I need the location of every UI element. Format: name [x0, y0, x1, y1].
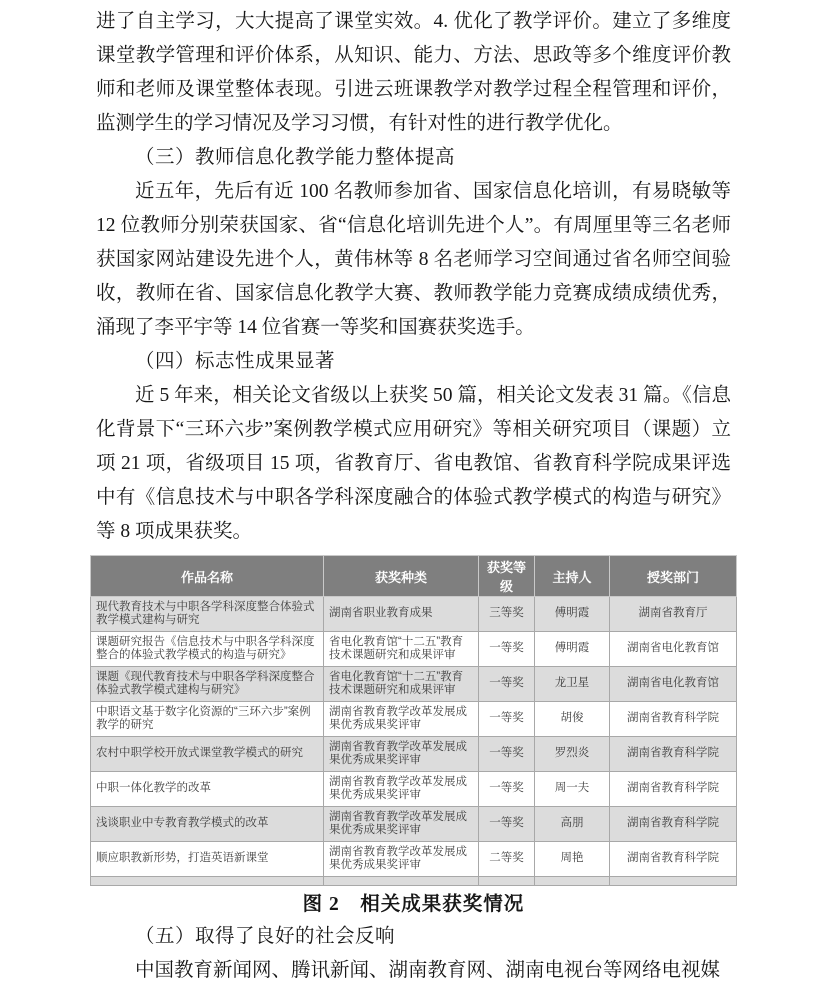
table-row: [91, 667, 737, 702]
cell-award-level: 一等奖: [479, 737, 535, 772]
table-row: [91, 702, 737, 737]
cell-award-type: 湖南省教育教学改革发展成果优秀成果奖评审: [324, 737, 479, 772]
awards-table: [90, 555, 737, 886]
cell-award-level: 一等奖: [479, 702, 535, 737]
cell-awarding-dept: 湖南省教育厅: [610, 597, 737, 632]
cell-award-type: 湖南省职业教育成果: [324, 597, 479, 632]
cell-host: 周一夫: [535, 772, 610, 807]
cell-host: 罗烈炎: [535, 737, 610, 772]
cell-work-title: 中职一体化教学的改革: [91, 772, 324, 807]
cell-awarding-dept: 湖南省教育科学院: [610, 772, 737, 807]
paragraph-teacher-ability: 近五年，先后有近 100 名教师参加省、国家信息化培训，有易晓敏等 12 位教师分别荣获国家、省“信息化培训先进个人”。有周厘里等三名老师获国家网站建设先进个人，黄伟林等 8 名老师学习空间通过省名师空间验收，教师在省、国家信息化教学大赛、教师教学能力竞赛成绩成绩优秀，涌现了李平宇等 14 位省赛一等奖和国赛获奖选手。: [96, 181, 731, 338]
cell-host: 胡俊: [535, 702, 610, 737]
table-row: [91, 737, 737, 772]
table-row: [91, 597, 737, 632]
awards-table-wrapper: [90, 555, 731, 886]
empty-cell: [91, 877, 324, 886]
cell-work-title: 课题研究报告《信息技术与中职各学科深度整合的体验式教学模式的构造与研究》: [91, 632, 324, 667]
cell-award-level: 三等奖: [479, 597, 535, 632]
empty-cell: [610, 877, 737, 886]
cell-award-level: 二等奖: [479, 842, 535, 877]
column-header-host: 主持人: [535, 556, 610, 597]
table-row: [91, 632, 737, 667]
cell-awarding-dept: 湖南省电化教育馆: [610, 632, 737, 667]
figure-caption: 图 2 相关成果获奖情况: [302, 894, 525, 915]
cell-awarding-dept: 湖南省教育科学院: [610, 842, 737, 877]
paragraph-continuation: 进了自主学习，大大提高了课堂实效。4. 优化了教学评价。建立了多维度课堂教学管理和评价体系，从知识、能力、方法、思政等多个维度评价教师和老师及课堂整体表现。引进云班课教学对教学过程全程管理和评价，监测学生的学习情况及学习习惯，有针对性的进行教学优化。: [96, 11, 731, 134]
cell-work-title: 顺应职教新形势，打造英语新课堂: [91, 842, 324, 877]
cell-host: 高朋: [535, 807, 610, 842]
cell-awarding-dept: 湖南省教育科学院: [610, 702, 737, 737]
cell-award-level: 一等奖: [479, 807, 535, 842]
cell-work-title: 课题《现代教育技术与中职各学科深度整合体验式教学模式建构与研究》: [91, 667, 324, 702]
cell-work-title: 中职语文基于数字化资源的“三环六步”案例教学的研究: [91, 702, 324, 737]
empty-cell: [535, 877, 610, 886]
cell-host: 周艳: [535, 842, 610, 877]
table-row: [91, 842, 737, 877]
cell-host: 傅明霞: [535, 597, 610, 632]
cell-award-level: 一等奖: [479, 772, 535, 807]
cell-award-type: 湖南省教育教学改革发展成果优秀成果奖评审: [324, 702, 479, 737]
cell-award-type: 省电化教育馆“十二五”教育技术课题研究和成果评审: [324, 632, 479, 667]
cell-award-type: 湖南省教育教学改革发展成果优秀成果奖评审: [324, 842, 479, 877]
paragraph-landmark-results: 近 5 年来，相关论文省级以上获奖 50 篇，相关论文发表 31 篇。《信息化背景下“三环六步”案例教学模式应用研究》等相关研究项目（课题）立项 21 项，省级项目 15 项，省教育厅、省电教馆、省教育科学院成果评选中有《信息技术与中职各学科深度融合的体验式教学模式的构造与研究》等 8 项成果获奖。: [96, 385, 731, 542]
paragraph-social-response: 中国教育新闻网、腾讯新闻、湖南教育网、湖南电视台等网络电视媒: [135, 960, 721, 981]
cell-host: 傅明霞: [535, 632, 610, 667]
empty-cell: [324, 877, 479, 886]
section-heading-5: （五）取得了良好的社会反响: [135, 926, 396, 947]
section-heading-3: （三）教师信息化教学能力整体提高: [135, 147, 456, 168]
section-heading-4: （四）标志性成果显著: [135, 351, 336, 372]
empty-cell: [479, 877, 535, 886]
cell-host: 龙卫星: [535, 667, 610, 702]
column-header-awarding-dept: 授奖部门: [610, 556, 737, 597]
table-row: [91, 772, 737, 807]
column-header-award-level: 获奖等级: [479, 556, 535, 597]
cell-award-level: 一等奖: [479, 632, 535, 667]
cell-award-type: 湖南省教育教学改革发展成果优秀成果奖评审: [324, 807, 479, 842]
cell-awarding-dept: 湖南省教育科学院: [610, 807, 737, 842]
cell-award-type: 湖南省教育教学改革发展成果优秀成果奖评审: [324, 772, 479, 807]
cell-work-title: 浅谈职业中专教育教学模式的改革: [91, 807, 324, 842]
table-row: [91, 807, 737, 842]
column-header-award-type: 获奖种类: [324, 556, 479, 597]
cell-work-title: 现代教育技术与中职各学科深度整合体验式教学模式建构与研究: [91, 597, 324, 632]
column-header-work-title: 作品名称: [91, 556, 324, 597]
cell-work-title: 农村中职学校开放式课堂教学模式的研究: [91, 737, 324, 772]
cell-awarding-dept: 湖南省教育科学院: [610, 737, 737, 772]
cell-award-level: 一等奖: [479, 667, 535, 702]
table-footer-strip: [91, 877, 737, 886]
table-header-row: [91, 556, 737, 597]
cell-awarding-dept: 湖南省电化教育馆: [610, 667, 737, 702]
cell-award-type: 省电化教育馆“十二五”教育技术课题研究和成果评审: [324, 667, 479, 702]
